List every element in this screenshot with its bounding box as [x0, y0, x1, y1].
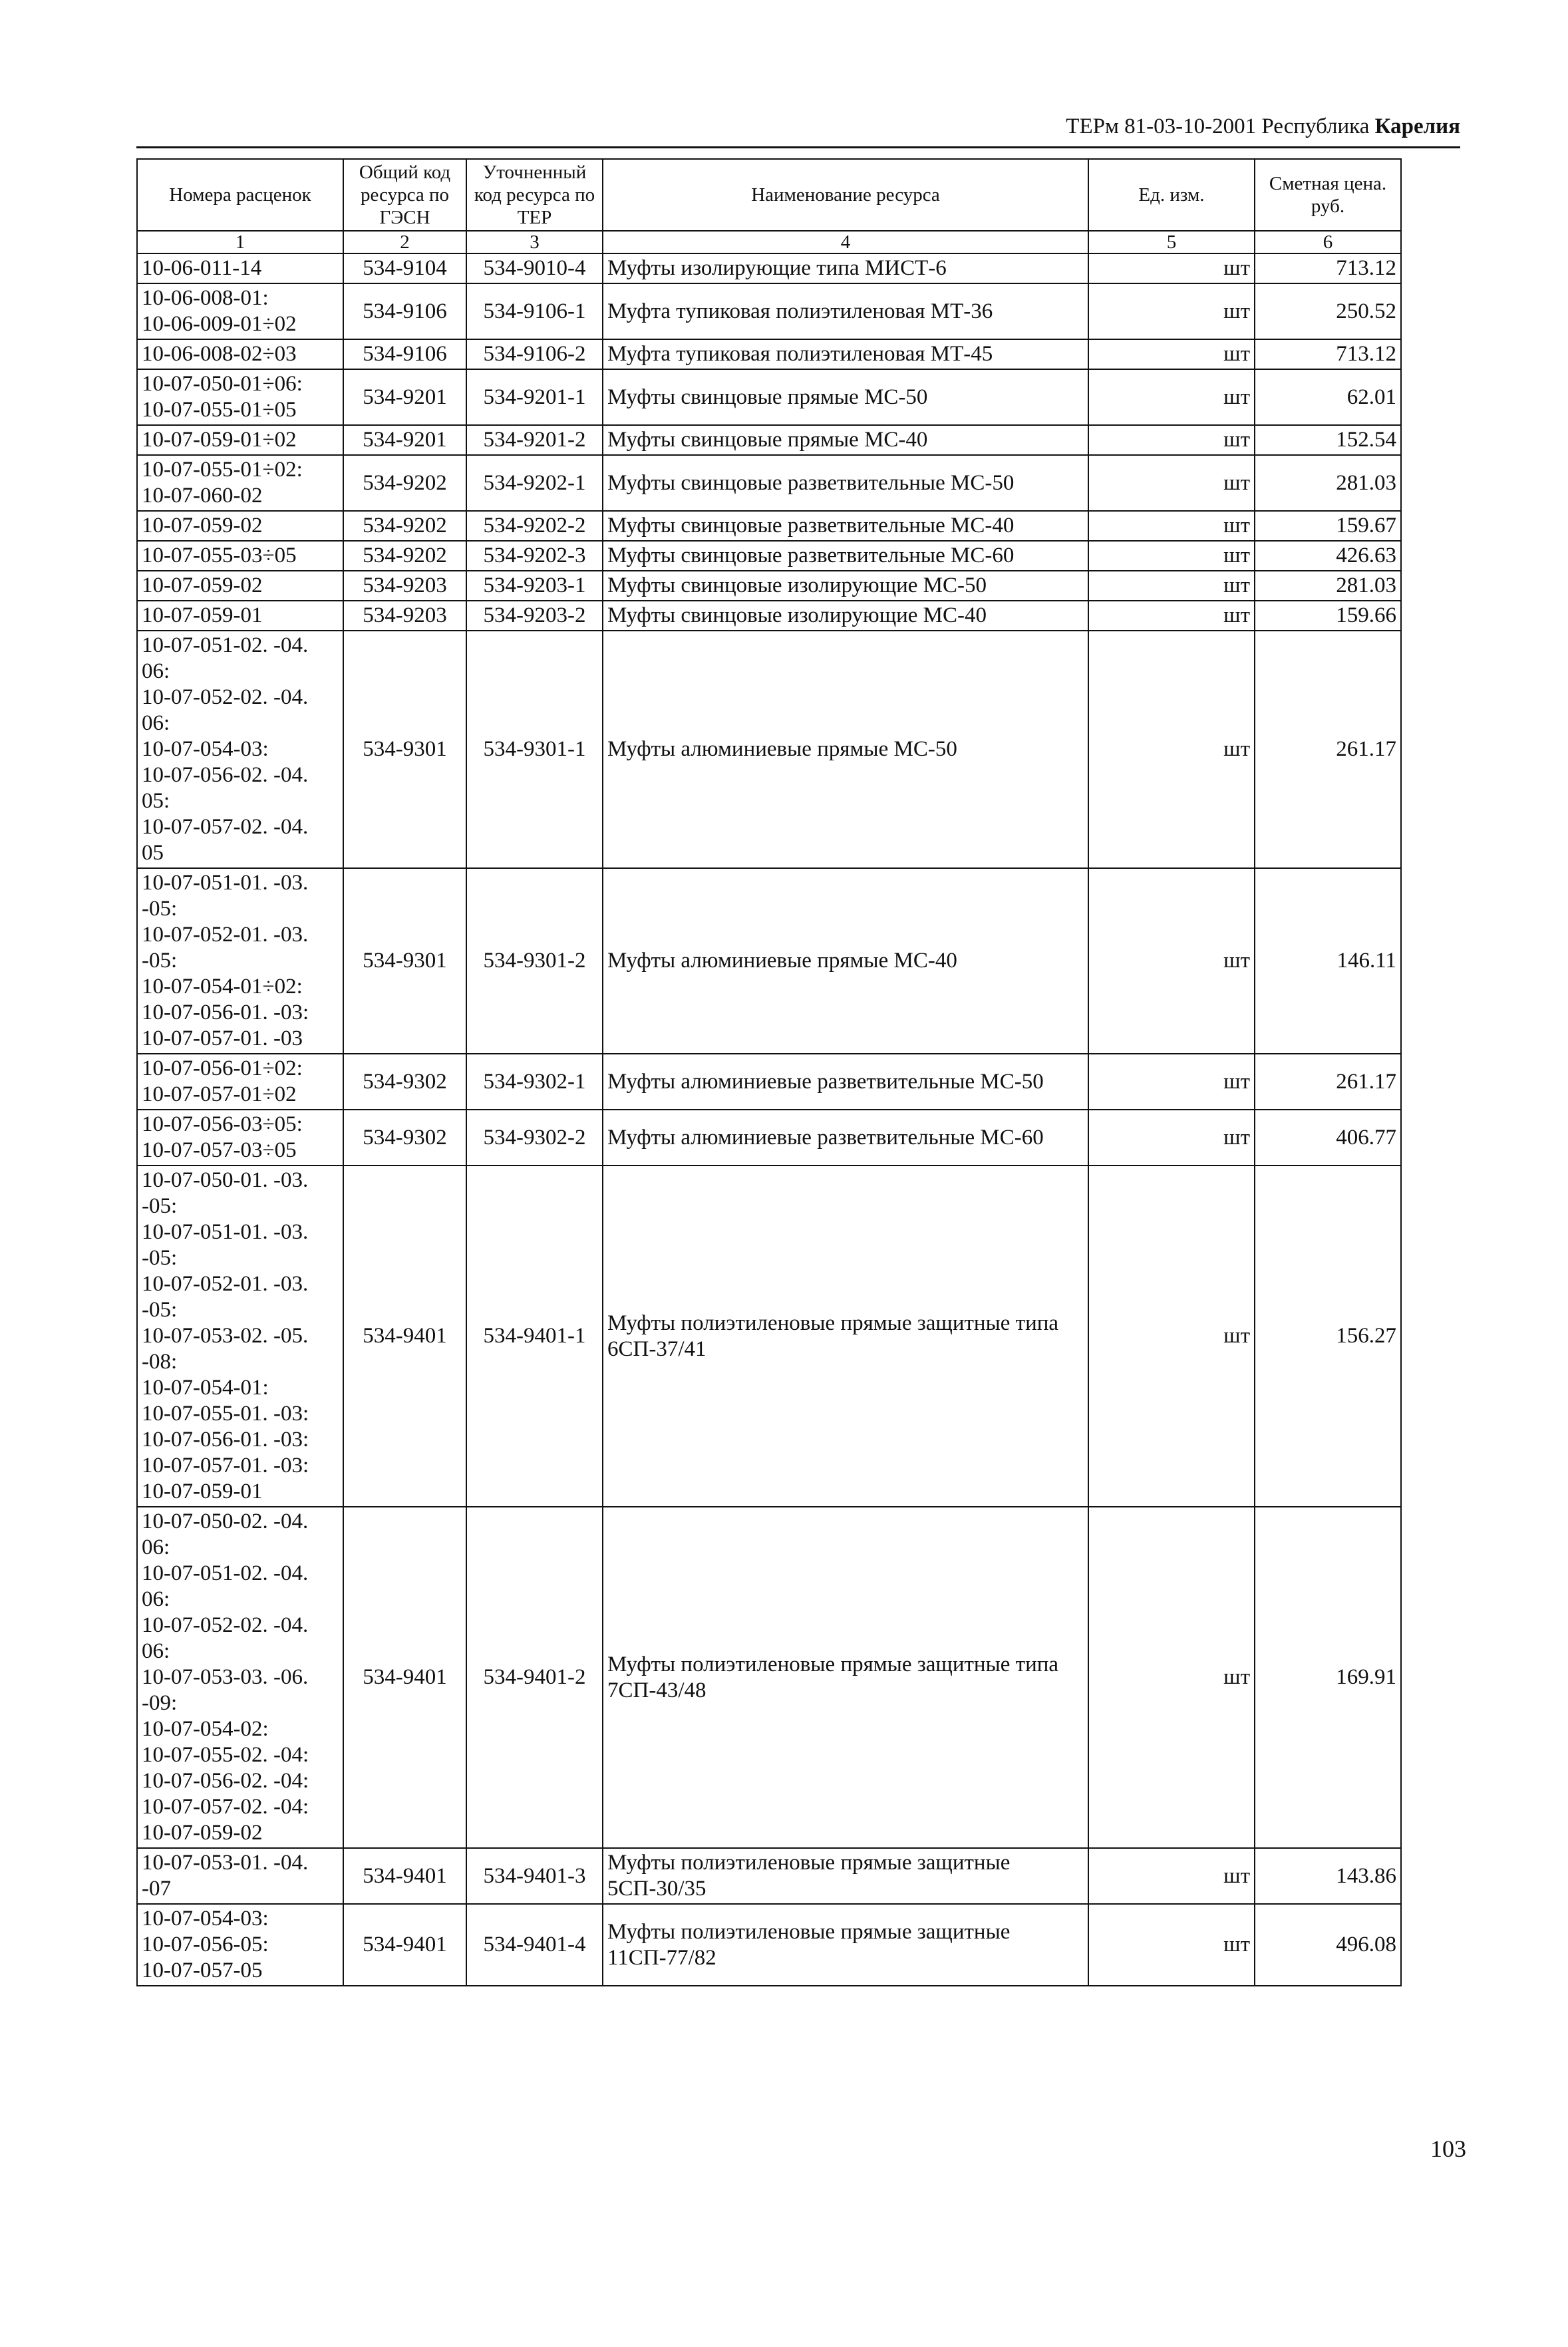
- ter-code-cell: 534-9401-3: [466, 1848, 603, 1904]
- unit-cell: шт: [1088, 455, 1255, 511]
- unit-cell: шт: [1088, 1904, 1255, 1986]
- page-header: [136, 113, 1460, 148]
- table-header-row: [137, 159, 1401, 231]
- price-cell: 169.91: [1255, 1507, 1401, 1848]
- column-number: 3: [466, 231, 603, 253]
- page-number: 103: [1430, 2135, 1466, 2162]
- column-number: 4: [603, 231, 1088, 253]
- gesn-code-cell: 534-9302: [343, 1054, 466, 1110]
- price-cell: 152.54: [1255, 425, 1401, 455]
- header-gesn-code: Общий код ресурса по ГЭСН: [343, 159, 466, 231]
- gesn-code-cell: 534-9302: [343, 1110, 466, 1166]
- unit-cell: шт: [1088, 1166, 1255, 1507]
- price-cell: 281.03: [1255, 455, 1401, 511]
- unit-cell: шт: [1088, 571, 1255, 601]
- price-cell: 281.03: [1255, 571, 1401, 601]
- ter-code-cell: 534-9201-1: [466, 369, 603, 425]
- price-cell: 156.27: [1255, 1166, 1401, 1507]
- gesn-code-cell: 534-9401: [343, 1904, 466, 1986]
- unit-cell: шт: [1088, 253, 1255, 283]
- gesn-code-cell: 534-9202: [343, 511, 466, 541]
- resource-name-cell: Муфты свинцовые разветвительные МС-60: [603, 541, 1088, 571]
- rate-codes-cell: 10-07-059-02: [137, 571, 343, 601]
- gesn-code-cell: 534-9203: [343, 571, 466, 601]
- ter-code-cell: 534-9010-4: [466, 253, 603, 283]
- unit-cell: шт: [1088, 1110, 1255, 1166]
- rate-codes-cell: 10-07-054-03: 10-07-056-05: 10-07-057-05: [137, 1904, 343, 1986]
- unit-cell: шт: [1088, 511, 1255, 541]
- resource-name-cell: Муфты свинцовые разветвительные МС-40: [603, 511, 1088, 541]
- table-row: [137, 1904, 1401, 1986]
- unit-cell: шт: [1088, 868, 1255, 1054]
- gesn-code-cell: 534-9104: [343, 253, 466, 283]
- resource-name-cell: Муфты алюминиевые прямые МС-40: [603, 868, 1088, 1054]
- resource-name-cell: Муфты свинцовые прямые МС-50: [603, 369, 1088, 425]
- price-cell: 261.17: [1255, 631, 1401, 868]
- ter-code-cell: 534-9302-1: [466, 1054, 603, 1110]
- table-row: [137, 1848, 1401, 1904]
- table-row: [137, 369, 1401, 425]
- header-ter-code: Уточненный код ресурса по ТЕР: [466, 159, 603, 231]
- column-number: 6: [1255, 231, 1401, 253]
- gesn-code-cell: 534-9401: [343, 1507, 466, 1848]
- rate-codes-cell: 10-07-059-01: [137, 601, 343, 631]
- price-cell: 426.63: [1255, 541, 1401, 571]
- unit-cell: шт: [1088, 339, 1255, 369]
- rate-codes-cell: 10-06-011-14: [137, 253, 343, 283]
- gesn-code-cell: 534-9201: [343, 425, 466, 455]
- unit-cell: шт: [1088, 425, 1255, 455]
- gesn-code-cell: 534-9401: [343, 1166, 466, 1507]
- ter-code-cell: 534-9106-1: [466, 283, 603, 339]
- gesn-code-cell: 534-9401: [343, 1848, 466, 1904]
- resource-name-cell: Муфты свинцовые изолирующие МС-50: [603, 571, 1088, 601]
- unit-cell: шт: [1088, 283, 1255, 339]
- price-cell: 713.12: [1255, 339, 1401, 369]
- unit-cell: шт: [1088, 601, 1255, 631]
- unit-cell: шт: [1088, 369, 1255, 425]
- resource-price-table: [136, 158, 1402, 1986]
- price-cell: 713.12: [1255, 253, 1401, 283]
- resource-name-cell: Муфты полиэтиленовые прямые защитные 5СП-30/35: [603, 1848, 1088, 1904]
- gesn-code-cell: 534-9106: [343, 339, 466, 369]
- ter-code-cell: 534-9401-4: [466, 1904, 603, 1986]
- header-price: Сметная цена. руб.: [1255, 159, 1401, 231]
- price-cell: 250.52: [1255, 283, 1401, 339]
- column-number: 5: [1088, 231, 1255, 253]
- resource-name-cell: Муфты полиэтиленовые прямые защитные типа 6СП-37/41: [603, 1166, 1088, 1507]
- ter-code-cell: 534-9202-3: [466, 541, 603, 571]
- ter-code-cell: 534-9301-1: [466, 631, 603, 868]
- ter-code-cell: 534-9203-2: [466, 601, 603, 631]
- rate-codes-cell: 10-06-008-01: 10-06-009-01÷02: [137, 283, 343, 339]
- rate-codes-cell: 10-06-008-02÷03: [137, 339, 343, 369]
- resource-name-cell: Муфты алюминиевые разветвительные МС-60: [603, 1110, 1088, 1166]
- gesn-code-cell: 534-9203: [343, 601, 466, 631]
- resource-name-cell: Муфты алюминиевые прямые МС-50: [603, 631, 1088, 868]
- rate-codes-cell: 10-07-059-02: [137, 511, 343, 541]
- table-row: [137, 1110, 1401, 1166]
- resource-name-cell: Муфты полиэтиленовые прямые защитные 11СП-77/82: [603, 1904, 1088, 1986]
- rate-codes-cell: 10-07-051-02. -04. 06: 10-07-052-02. -04. 06: 10-07-054-03: 10-07-056-02. -04. 05: 10-07-057-02. -04. 05: [137, 631, 343, 868]
- ter-code-cell: 534-9202-2: [466, 511, 603, 541]
- price-cell: 159.67: [1255, 511, 1401, 541]
- table-row: [137, 1507, 1401, 1848]
- resource-name-cell: Муфты свинцовые прямые МС-40: [603, 425, 1088, 455]
- rate-codes-cell: 10-07-051-01. -03. -05: 10-07-052-01. -03. -05: 10-07-054-01÷02: 10-07-056-01. -03: 10-07-057-01. -03: [137, 868, 343, 1054]
- table-row: [137, 631, 1401, 868]
- price-cell: 496.08: [1255, 1904, 1401, 1986]
- resource-name-cell: Муфты алюминиевые разветвительные МС-50: [603, 1054, 1088, 1110]
- table-row: [137, 571, 1401, 601]
- rate-codes-cell: 10-07-053-01. -04. -07: [137, 1848, 343, 1904]
- rate-codes-cell: 10-07-055-03÷05: [137, 541, 343, 571]
- resource-name-cell: Муфты полиэтиленовые прямые защитные типа 7СП-43/48: [603, 1507, 1088, 1848]
- rate-codes-cell: 10-07-050-01÷06: 10-07-055-01÷05: [137, 369, 343, 425]
- unit-cell: шт: [1088, 1054, 1255, 1110]
- rate-codes-cell: 10-07-055-01÷02: 10-07-060-02: [137, 455, 343, 511]
- table-row: [137, 541, 1401, 571]
- gesn-code-cell: 534-9201: [343, 369, 466, 425]
- gesn-code-cell: 534-9301: [343, 868, 466, 1054]
- price-cell: 62.01: [1255, 369, 1401, 425]
- unit-cell: шт: [1088, 631, 1255, 868]
- ter-code-cell: 534-9301-2: [466, 868, 603, 1054]
- resource-name-cell: Муфта тупиковая полиэтиленовая МТ-45: [603, 339, 1088, 369]
- header-resource-name: Наименование ресурса: [603, 159, 1088, 231]
- table-row: [137, 1166, 1401, 1507]
- header-unit: Ед. изм.: [1088, 159, 1255, 231]
- ter-code-cell: 534-9202-1: [466, 455, 603, 511]
- header-codes: Номера расценок: [137, 159, 343, 231]
- unit-cell: шт: [1088, 1848, 1255, 1904]
- column-number-row: [137, 231, 1401, 253]
- table-row: [137, 1054, 1401, 1110]
- table-body: [137, 253, 1401, 1986]
- table-row: [137, 253, 1401, 283]
- table-row: [137, 425, 1401, 455]
- price-cell: 261.17: [1255, 1054, 1401, 1110]
- ter-code-cell: 534-9201-2: [466, 425, 603, 455]
- rate-codes-cell: 10-07-056-01÷02: 10-07-057-01÷02: [137, 1054, 343, 1110]
- ter-code-cell: 534-9302-2: [466, 1110, 603, 1166]
- ter-code-cell: 534-9203-1: [466, 571, 603, 601]
- region-prefix: Республика: [1261, 114, 1370, 138]
- table-row: [137, 601, 1401, 631]
- ter-code-cell: 534-9106-2: [466, 339, 603, 369]
- table-row: [137, 339, 1401, 369]
- gesn-code-cell: 534-9106: [343, 283, 466, 339]
- unit-cell: шт: [1088, 1507, 1255, 1848]
- resource-name-cell: Муфты изолирующие типа МИСТ-6: [603, 253, 1088, 283]
- region-name: Карелия: [1374, 114, 1460, 138]
- resource-name-cell: Муфта тупиковая полиэтиленовая МТ-36: [603, 283, 1088, 339]
- ter-code-cell: 534-9401-2: [466, 1507, 603, 1848]
- rate-codes-cell: 10-07-056-03÷05: 10-07-057-03÷05: [137, 1110, 343, 1166]
- table-row: [137, 511, 1401, 541]
- document-code: ТЕРм 81-03-10-2001: [1066, 114, 1257, 138]
- price-cell: 406.77: [1255, 1110, 1401, 1166]
- price-cell: 146.11: [1255, 868, 1401, 1054]
- rate-codes-cell: 10-07-050-01. -03. -05: 10-07-051-01. -03. -05: 10-07-052-01. -03. -05: 10-07-053-02. -05. -08: 10-07-054-01: 10-07-055-01. -03: 10-07-056-01. -03: 10-07-057-01. -03: 10-07-059-01: [137, 1166, 343, 1507]
- column-number: 1: [137, 231, 343, 253]
- table-row: [137, 868, 1401, 1054]
- rate-codes-cell: 10-07-059-01÷02: [137, 425, 343, 455]
- price-cell: 159.66: [1255, 601, 1401, 631]
- resource-name-cell: Муфты свинцовые изолирующие МС-40: [603, 601, 1088, 631]
- price-cell: 143.86: [1255, 1848, 1401, 1904]
- table-row: [137, 283, 1401, 339]
- resource-name-cell: Муфты свинцовые разветвительные МС-50: [603, 455, 1088, 511]
- gesn-code-cell: 534-9202: [343, 541, 466, 571]
- table-row: [137, 455, 1401, 511]
- rate-codes-cell: 10-07-050-02. -04. 06: 10-07-051-02. -04. 06: 10-07-052-02. -04. 06: 10-07-053-03. -06. -09: 10-07-054-02: 10-07-055-02. -04: 10-07-056-02. -04: 10-07-057-02. -04: 10-07-059-02: [137, 1507, 343, 1848]
- gesn-code-cell: 534-9301: [343, 631, 466, 868]
- unit-cell: шт: [1088, 541, 1255, 571]
- ter-code-cell: 534-9401-1: [466, 1166, 603, 1507]
- column-number: 2: [343, 231, 466, 253]
- gesn-code-cell: 534-9202: [343, 455, 466, 511]
